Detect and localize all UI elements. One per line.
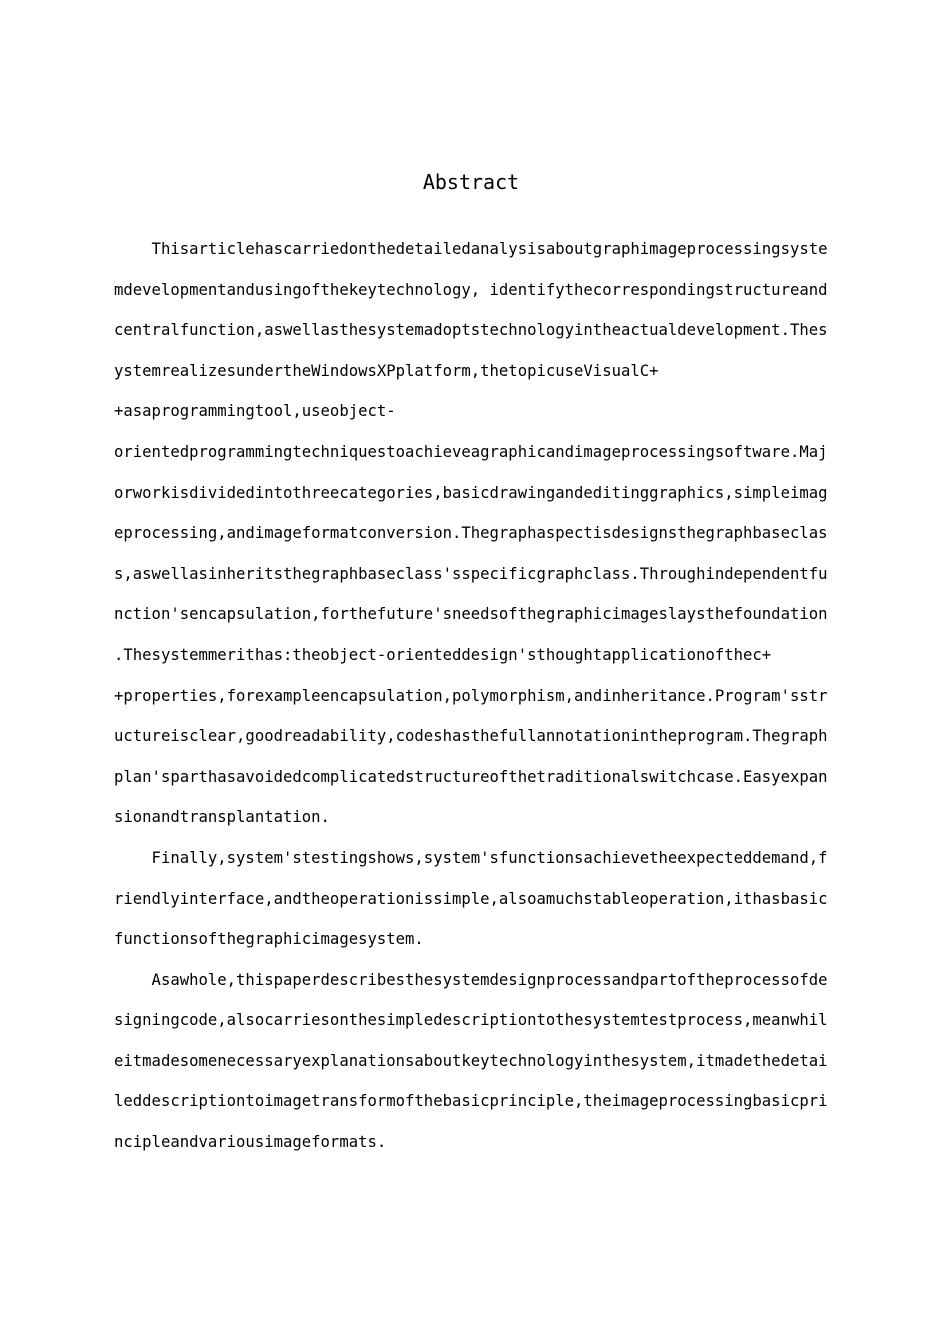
text-line: orientedprogrammingtechniquestoachieveagraphicandimageprocessingsoftware.Maj	[114, 442, 828, 461]
text-line: nction'sencapsulation,forthefuture'sneedsofthegraphicimageslaysthefoundation	[114, 605, 828, 624]
text-line: riendlyinterface,andtheoperationissimple,alsoamuchstableoperation,ithasbasic	[114, 889, 828, 908]
text-line: +properties,forexampleencapsulation,polymorphism,andinheritance.Program'sstr	[114, 686, 828, 705]
text-line: orworkisdividedintothreecategories,basicdrawingandeditinggraphics,simpleimag	[114, 483, 828, 502]
text-line: eprocessing,andimageformatconversion.Thegraphaspectisdesignsthegraphbaseclas	[114, 524, 828, 543]
text-line: signingcode,alsocarriesonthesimpledescriptiontothesystemtestprocess,meanwhil	[114, 1011, 828, 1030]
text-line: uctureisclear,goodreadability,codeshasthefullannotationintheprogram.Thegraph	[114, 727, 828, 746]
text-line: sionandtransplantation.	[114, 808, 330, 827]
text-line: functionsofthegraphicimagesystem.	[114, 930, 424, 949]
text-line: +asaprogrammingtool,useobject-	[114, 402, 396, 421]
text-line: Asawhole,thispaperdescribesthesystemdesignprocessandpartoftheprocessofde	[114, 970, 828, 989]
text-line: ystemrealizesundertheWindowsXPplatform,thetopicuseVisualC+	[114, 361, 659, 380]
text-line: ncipleandvariousimageformats.	[114, 1133, 387, 1152]
text-line: eitmadesomenecessaryexplanationsaboutkeytechnologyinthesystem,itmadethedetai	[114, 1051, 828, 1070]
abstract-title: Abstract	[422, 170, 520, 194]
text-line: Finally,system'stestingshows,system'sfunctionsachievetheexpecteddemand,f	[114, 848, 828, 867]
text-line: leddescriptiontoimagetransformofthebasicprinciple,theimageprocessingbasicpri	[114, 1092, 828, 1111]
text-line: mdevelopmentandusingofthekeytechnology, identifythecorrespondingstructureand	[114, 280, 828, 299]
text-line: Thisarticlehascarriedonthedetailedanalysisaboutgraphimageprocessingsyste	[114, 240, 828, 258]
text-line: centralfunction,aswellasthesystemadoptstechnologyintheactualdevelopment.Thes	[114, 321, 828, 340]
abstract-body	[114, 236, 830, 1170]
text-line: plan'sparthasavoidedcomplicatedstructureofthetraditionalswitchcase.Easyexpan	[114, 767, 828, 786]
text-line: .Thesystemmerithas:theobject-orienteddesign'sthoughtapplicationofthec+	[114, 645, 772, 664]
text-line: s,aswellasinheritsthegraphbaseclass'sspecificgraphclass.Throughindependentfu	[114, 564, 828, 583]
